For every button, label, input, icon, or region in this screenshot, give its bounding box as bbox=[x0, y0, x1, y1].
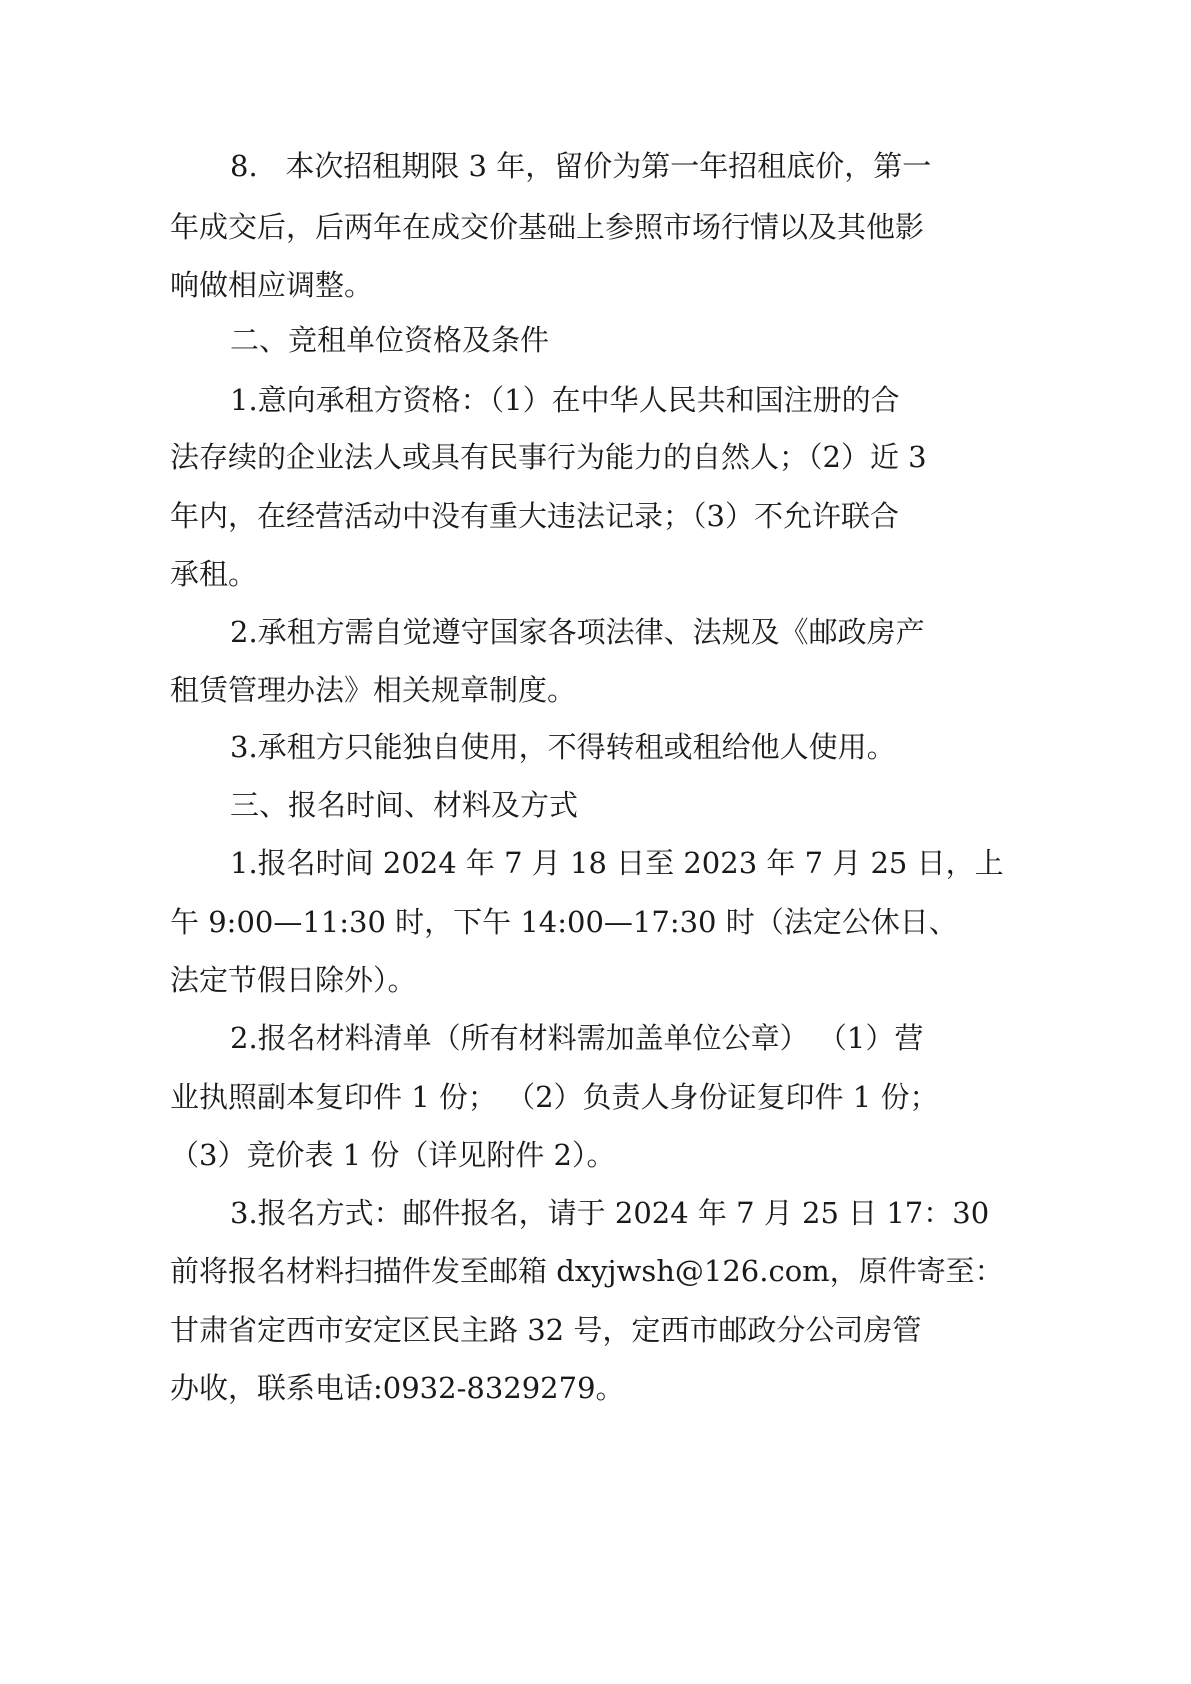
text-line: 租赁管理办法》相关规章制度。 bbox=[170, 673, 577, 707]
text-line: 2.报名材料清单（所有材料需加盖单位公章） （1）营 bbox=[230, 1021, 924, 1055]
text-line: 法存续的企业法人或具有民事行为能力的自然人；（2）近 3 bbox=[170, 440, 927, 474]
text-line: 3.报名方式：邮件报名，请于 2024 年 7 月 25 日 17：30 bbox=[230, 1196, 990, 1230]
text-line: 前将报名材料扫描件发至邮箱 dxyjwsh@126.com，原件寄至： bbox=[170, 1254, 1004, 1288]
text-line: 8. 本次招租期限 3 年，留价为第一年招租底价，第一 bbox=[230, 149, 932, 183]
text-line: （3）竞价表 1 份（详见附件 2）。 bbox=[170, 1138, 616, 1172]
text-line: 法定节假日除外）。 bbox=[170, 963, 417, 997]
text-line: 2.承租方需自觉遵守国家各项法律、法规及《邮政房产 bbox=[230, 615, 925, 649]
text-line: 承租。 bbox=[170, 557, 258, 591]
text-line: 年内，在经营活动中没有重大违法记录；（3）不允许联合 bbox=[170, 499, 899, 533]
text-line: 办收，联系电话:0932-8329279。 bbox=[170, 1371, 625, 1405]
text-line: 1.报名时间 2024 年 7 月 18 日至 2023 年 7 月 25 日，上 bbox=[230, 846, 1004, 880]
text-line: 年成交后，后两年在成交价基础上参照市场行情以及其他影 bbox=[170, 210, 925, 244]
text-line: 午 9:00—11:30 时，下午 14:00—17:30 时（法定公休日、 bbox=[170, 905, 958, 939]
text-line: 1.意向承租方资格：（1）在中华人民共和国注册的合 bbox=[230, 383, 900, 417]
section-heading: 三、报名时间、材料及方式 bbox=[230, 788, 579, 822]
text-line: 响做相应调整。 bbox=[170, 268, 374, 302]
text-line: 3.承租方只能独自使用，不得转租或租给他人使用。 bbox=[230, 730, 896, 764]
section-heading: 二、竞租单位资格及条件 bbox=[230, 323, 550, 357]
text-line: 业执照副本复印件 1 份； （2）负责人身份证复印件 1 份； bbox=[170, 1080, 939, 1114]
text-line: 甘肃省定西市安定区民主路 32 号，定西市邮政分公司房管 bbox=[170, 1313, 922, 1347]
